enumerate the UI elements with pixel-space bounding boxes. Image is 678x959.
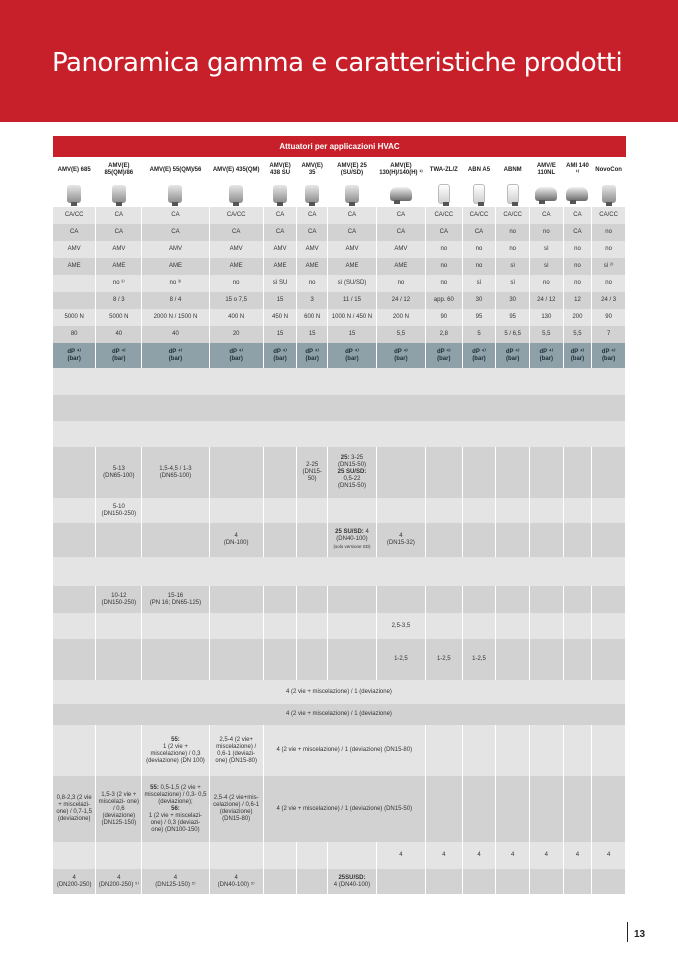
header-banner <box>0 0 678 122</box>
page-number-rule <box>627 922 628 942</box>
cell-value: (DN125-150) ⁵⁾ <box>155 881 196 888</box>
spec-cell: CA <box>142 207 209 224</box>
table-row <box>53 776 626 842</box>
dp-header-cell <box>96 343 142 368</box>
dp-unit: (bar) <box>305 355 319 362</box>
page-title: Panoramica gamma e caratteristiche prodotti <box>52 48 623 78</box>
spec-cell: sì <box>530 241 564 258</box>
dp-label: dP ⁴⁾ <box>67 348 82 355</box>
table-row <box>53 680 626 704</box>
cell-value: 4 (DN40-100) <box>333 881 371 888</box>
cell-value: (DN200-250) <box>56 881 92 888</box>
spec-cell: CA/CC <box>496 207 530 224</box>
cell-value: 4 <box>563 842 592 869</box>
dp-header-cell <box>53 343 96 368</box>
dp-unit: (bar) <box>67 355 81 362</box>
column-header-row <box>53 157 626 183</box>
spec-cell: no <box>425 241 462 258</box>
spec-row <box>53 207 626 224</box>
cell-value: 4 <box>462 842 496 869</box>
dp-label: dP ⁴⁾ <box>273 348 287 355</box>
spec-cell: CA/CC <box>209 207 263 224</box>
table-row <box>53 613 626 639</box>
dp-unit: (bar) <box>229 355 243 362</box>
column-header: ABN A5 <box>462 157 496 183</box>
spec-cell: CA <box>563 207 592 224</box>
spec-cell: AME <box>96 258 142 275</box>
spec-cell: sì (SU/SD) <box>327 275 376 292</box>
cell-value: (DN15-50) <box>302 469 322 482</box>
dp-header-cell <box>425 343 462 368</box>
table-row <box>53 842 626 869</box>
spec-cell: no <box>425 275 462 292</box>
cell-value: (DN-100) <box>223 540 249 546</box>
table-row <box>53 447 626 498</box>
dp-label: dP ⁴⁾ <box>229 348 243 355</box>
spec-cell: 40 <box>142 326 209 343</box>
cell-value: 3-25 <box>351 455 364 461</box>
spec-cell: AME <box>142 258 209 275</box>
dp-unit: (bar) <box>437 355 451 362</box>
thermal-actuator-icon <box>473 184 485 204</box>
spec-cell: 40 <box>96 326 142 343</box>
dp-header-cell <box>263 343 297 368</box>
cell-value: 4 (2 vie + miscelazione) / 1 (deviazione) <box>53 704 626 725</box>
spec-cell: CA <box>263 207 297 224</box>
spec-cell: CA <box>327 207 376 224</box>
dp-header-row <box>53 343 626 368</box>
cell-value: 4 <box>234 533 238 539</box>
cell-value: (DN150-250) <box>101 599 137 606</box>
cell-value: 1-2,5 <box>376 639 425 680</box>
column-header: AMV(E) 685 <box>53 157 96 183</box>
column-header: AMV(E) 438 SU <box>263 157 297 183</box>
cell-value: (DN65-100) <box>159 472 192 479</box>
actuator-icon <box>168 185 182 203</box>
dp-header-cell <box>209 343 263 368</box>
thermal-actuator-icon <box>507 184 519 204</box>
spec-cell: no <box>563 275 592 292</box>
spec-cell: 400 N <box>209 309 263 326</box>
spec-cell: no <box>592 241 626 258</box>
spec-cell: 5 <box>462 326 496 343</box>
spec-cell: CA/CC <box>462 207 496 224</box>
spec-cell: 24 / 3 <box>592 292 626 309</box>
spec-cell: sì SU <box>263 275 297 292</box>
cell-label: 25 SU/SD: <box>335 529 364 535</box>
spec-row <box>53 309 626 326</box>
spec-cell: 2000 N / 1500 N <box>142 309 209 326</box>
spec-cell: no <box>425 258 462 275</box>
spec-cell: no <box>496 224 530 241</box>
spec-cell: no <box>496 241 530 258</box>
cell-value: 1 (2 vie + miscelazione) / 0,3 (deviazione) (DN 100) <box>146 743 205 764</box>
column-header: ABNM <box>496 157 530 183</box>
cell-value: 10-12 <box>111 592 127 599</box>
dp-header-cell <box>530 343 564 368</box>
cell-value: 4 (2 vie + miscelazione) / 1 (deviazione) (DN15-80) <box>263 725 425 776</box>
column-header: AMV(E) 85(QM)/86 <box>96 157 142 183</box>
column-header: AMV(E) 25 (SU/SD) <box>327 157 376 183</box>
dp-header-cell <box>496 343 530 368</box>
spec-cell: no ³⁾ <box>96 275 142 292</box>
cell-value: 4 <box>530 842 564 869</box>
spec-cell: CA <box>142 224 209 241</box>
cell-value: 4 <box>234 874 238 881</box>
actuator-icon <box>566 187 588 201</box>
spec-cell: AMV <box>263 241 297 258</box>
spec-cell: 24 / 12 <box>376 292 425 309</box>
actuator-icon <box>273 185 287 203</box>
cell-label: 55: <box>171 736 180 743</box>
spec-cell: 200 N <box>376 309 425 326</box>
spec-cell: 5,5 <box>376 326 425 343</box>
cell-value: 4 <box>399 533 403 539</box>
dp-unit: (bar) <box>601 355 616 362</box>
cell-value: 4 <box>592 842 626 869</box>
dp-header-cell <box>592 343 626 368</box>
product-table <box>53 136 626 894</box>
column-header: AMV(E) 435(QM) <box>209 157 263 183</box>
spec-cell: 130 <box>530 309 564 326</box>
cell-value: 2,5-3,5 <box>376 613 425 639</box>
spec-cell: AME <box>327 258 376 275</box>
spec-cell: AMV <box>142 241 209 258</box>
spec-cell: AMV <box>297 241 328 258</box>
spec-cell: CA <box>297 207 328 224</box>
cell-value: 0,5-22 <box>343 476 361 482</box>
spec-cell: CA <box>96 224 142 241</box>
cell-value: 1 (2 vie + miscelazi- one) / 0,3 (deviazi- one) (DN100-150) <box>148 812 203 833</box>
cell-value: 15-16 <box>167 592 184 599</box>
dp-label: dP ⁴⁾ <box>345 348 359 355</box>
dp-unit: (bar) <box>273 355 287 362</box>
spec-row <box>53 241 626 258</box>
spec-cell: 5000 N <box>53 309 96 326</box>
spec-cell: 450 N <box>263 309 297 326</box>
spec-cell: AMV <box>327 241 376 258</box>
dp-header-cell <box>462 343 496 368</box>
dp-unit: (bar) <box>505 355 520 362</box>
table-row <box>53 586 626 613</box>
spec-cell: 200 <box>563 309 592 326</box>
spec-cell: CA <box>53 224 96 241</box>
spec-cell: CA <box>376 207 425 224</box>
cell-value: 4 <box>117 874 121 881</box>
cell-value: 4 <box>72 874 76 881</box>
spec-cell: no ³⁾ <box>142 275 209 292</box>
cell-value: (DN200-250) ⁵⁾ <box>98 881 139 888</box>
spec-cell: sì <box>530 258 564 275</box>
spec-cell: 90 <box>425 309 462 326</box>
spec-cell: sì <box>496 258 530 275</box>
section-title: Attuatori per applicazioni HVAC <box>53 136 626 157</box>
column-header: AMI 140 ¹⁾ <box>563 157 592 183</box>
cell-value: 4 <box>365 529 369 535</box>
spec-cell: 80 <box>53 326 96 343</box>
spec-cell: 5,5 <box>563 326 592 343</box>
spec-cell: 30 <box>496 292 530 309</box>
spec-cell: AME <box>376 258 425 275</box>
column-header: NovoCon <box>592 157 626 183</box>
spec-cell: no <box>462 258 496 275</box>
spec-cell: CA/CC <box>53 207 96 224</box>
cell-value: 4 (2 vie + miscelazione) / 1 (deviazione) (DN15-50) <box>263 776 425 842</box>
spec-cell: no <box>530 224 564 241</box>
cell-value: 4 <box>425 842 462 869</box>
spec-cell: AME <box>53 258 96 275</box>
spec-cell: 8 / 3 <box>96 292 142 309</box>
cell-value: 5-10 <box>112 503 125 510</box>
spec-cell: 90 <box>592 309 626 326</box>
spec-cell: CA <box>327 224 376 241</box>
cell-value: 5-13 <box>112 465 125 472</box>
cell-value: 4 <box>496 842 530 869</box>
actuator-icon <box>67 185 81 203</box>
table-row <box>53 395 626 421</box>
spec-row <box>53 292 626 309</box>
cell-value: (DN40-100) <box>336 536 368 542</box>
cell-label: 55: <box>150 784 159 791</box>
cell-value: 0,5-1,5 (2 vie + miscelazione) / 0,3- 0,5 (deviazione); <box>144 784 207 805</box>
spec-cell <box>53 292 96 309</box>
dp-unit: (bar) <box>570 355 585 362</box>
table-row <box>53 421 626 447</box>
spec-row <box>53 275 626 292</box>
table-row <box>53 869 626 894</box>
spec-cell: CA/CC <box>425 207 462 224</box>
spec-cell: 20 <box>209 326 263 343</box>
cell-value: (DN15-32) <box>386 540 415 546</box>
table-row <box>53 639 626 680</box>
spec-cell: 3 <box>297 292 328 309</box>
product-grid <box>53 157 626 894</box>
cell-label: 25 SU/SD: <box>337 469 367 475</box>
dp-label: dP ⁴⁾ <box>539 348 554 355</box>
actuator-icon <box>535 187 557 201</box>
spec-cell: 5,5 <box>530 326 564 343</box>
cell-value: 4 (2 vie + miscelazione) / 1 (deviazione) <box>53 680 626 704</box>
dp-label: dP ⁴⁾ <box>472 348 486 355</box>
cell-value: 2,5-4 (2 vie+ miscelazione) / 0,6-1 (deviazi- one) (DN15-80) <box>209 725 263 776</box>
spec-cell: AMV <box>53 241 96 258</box>
spec-cell: 2,8 <box>425 326 462 343</box>
spec-cell: no <box>592 275 626 292</box>
spec-cell: 15 <box>263 292 297 309</box>
dp-unit: (bar) <box>112 355 126 362</box>
cell-value: 2-25 <box>306 462 319 468</box>
spec-cell: 15 <box>263 326 297 343</box>
spec-cell: 15 o 7,5 <box>209 292 263 309</box>
dp-header-cell <box>376 343 425 368</box>
dp-unit: (bar) <box>394 355 408 362</box>
spec-cell: 7 <box>592 326 626 343</box>
actuator-icon <box>112 185 126 203</box>
column-header: AMV(E) 130(H)/140(H) ¹⁾ <box>376 157 425 183</box>
cell-value: (DN150-250) <box>101 510 137 517</box>
column-header: AMV(E) 55(QM)/56 <box>142 157 209 183</box>
spec-cell: CA <box>563 224 592 241</box>
actuator-icon <box>602 185 616 203</box>
spec-cell: 95 <box>496 309 530 326</box>
spec-cell: CA <box>376 224 425 241</box>
spec-cell: 5 / 6,5 <box>496 326 530 343</box>
column-header: AMV/E 110NL <box>530 157 564 183</box>
spec-cell: AME <box>297 258 328 275</box>
spec-cell: AME <box>263 258 297 275</box>
cell-label: 25: <box>340 455 350 461</box>
spec-cell: 11 / 15 <box>327 292 376 309</box>
spec-cell: AME <box>209 258 263 275</box>
dp-header-cell <box>563 343 592 368</box>
cell-value: (DN40-100) ⁵⁾ <box>217 881 255 888</box>
actuator-icon <box>345 185 359 203</box>
column-header: AMV(E) 35 <box>297 157 328 183</box>
dp-header-cell <box>327 343 376 368</box>
dp-unit: (bar) <box>472 355 486 362</box>
spec-cell: AMV <box>209 241 263 258</box>
spec-cell: CA <box>297 224 328 241</box>
cell-value: 4 <box>376 842 425 869</box>
thermal-actuator-icon <box>438 184 450 204</box>
spec-cell: no <box>462 241 496 258</box>
spec-cell: 30 <box>462 292 496 309</box>
actuator-icon <box>390 187 412 201</box>
spec-cell: sì <box>496 275 530 292</box>
dp-header-cell <box>142 343 209 368</box>
spec-cell: sì <box>462 275 496 292</box>
spec-cell: no <box>563 241 592 258</box>
cell-label: 56: <box>171 805 180 812</box>
cell-label: 25SU/SD: <box>338 874 366 881</box>
spec-cell: 600 N <box>297 309 328 326</box>
spec-cell: no <box>209 275 263 292</box>
spec-cell: no <box>563 258 592 275</box>
dp-label: dP ⁴⁾ <box>601 348 616 355</box>
table-row <box>53 557 626 586</box>
spec-cell: 1000 N / 450 N <box>327 309 376 326</box>
spec-cell: AMV <box>376 241 425 258</box>
cell-value: (DN65-100) <box>103 472 135 479</box>
spec-row <box>53 224 626 241</box>
cell-value: (DN15-50) <box>337 483 366 489</box>
table-row <box>53 498 626 523</box>
table-row <box>53 368 626 395</box>
dp-label: dP ⁴⁾ <box>570 348 585 355</box>
spec-cell: sì ²⁾ <box>592 258 626 275</box>
spec-row <box>53 258 626 275</box>
spec-cell: CA <box>209 224 263 241</box>
spec-cell: CA/CC <box>592 207 626 224</box>
cell-value: 1-2,5 <box>462 639 496 680</box>
spec-cell <box>53 275 96 292</box>
cell-value: (PN 16; DN65-125) <box>149 599 202 606</box>
table-row <box>53 704 626 725</box>
dp-label: dP ⁴⁾ <box>505 348 520 355</box>
spec-cell: 12 <box>563 292 592 309</box>
cell-value: 1,5-4,5 / 1-3 <box>159 465 192 472</box>
dp-unit: (bar) <box>345 355 359 362</box>
spec-cell: no <box>297 275 328 292</box>
dp-unit: (bar) <box>539 355 553 362</box>
column-header: TWA-ZL/Z <box>425 157 462 183</box>
spec-cell: 95 <box>462 309 496 326</box>
product-image-row <box>53 183 626 207</box>
spec-cell: CA <box>263 224 297 241</box>
spec-cell: no <box>530 275 564 292</box>
spec-cell: 15 <box>327 326 376 343</box>
spec-cell: app. 60 <box>425 292 462 309</box>
spec-cell: 5000 N <box>96 309 142 326</box>
cell-value: 1-2,5 <box>425 639 462 680</box>
cell-value: 1,5-3 (2 vie + miscelazi- one) / 0,6 (deviazione) (DN125-150) <box>96 776 142 842</box>
cell-note: (solo versione SD) <box>333 544 371 549</box>
cell-value: (DN15-50) <box>337 462 366 468</box>
table-row <box>53 523 626 557</box>
spec-cell: CA <box>425 224 462 241</box>
spec-cell: CA <box>462 224 496 241</box>
spec-cell: CA <box>96 207 142 224</box>
spec-cell: 24 / 12 <box>530 292 564 309</box>
spec-cell: no <box>592 224 626 241</box>
spec-cell: 15 <box>297 326 328 343</box>
dp-label: dP ⁴⁾ <box>394 348 408 355</box>
dp-label: dP ⁴⁾ <box>168 348 183 355</box>
dp-header-cell <box>297 343 328 368</box>
actuator-icon <box>229 185 243 203</box>
cell-value: 4 <box>173 874 178 881</box>
cell-value: 0,8-2,3 (2 vie + miscelazi- one) / 0,7-1,5 (deviazione) <box>53 776 96 842</box>
dp-label: dP ⁴⁾ <box>305 348 320 355</box>
dp-unit: (bar) <box>168 355 183 362</box>
spec-cell: no <box>376 275 425 292</box>
dp-label: dP ⁴⁾ <box>436 348 451 355</box>
page-number: 13 <box>634 929 646 940</box>
spec-cell: 8 / 4 <box>142 292 209 309</box>
table-row <box>53 725 626 776</box>
actuator-icon <box>305 185 319 203</box>
spec-cell: AMV <box>96 241 142 258</box>
spec-cell: CA <box>530 207 564 224</box>
spec-row <box>53 326 626 343</box>
dp-label: dP ⁴⁾ <box>111 348 126 355</box>
cell-value: 2,5-4 (2 vie+mis- celazione) / 0,6-1 (deviazione) (DN15-80) <box>209 776 263 842</box>
